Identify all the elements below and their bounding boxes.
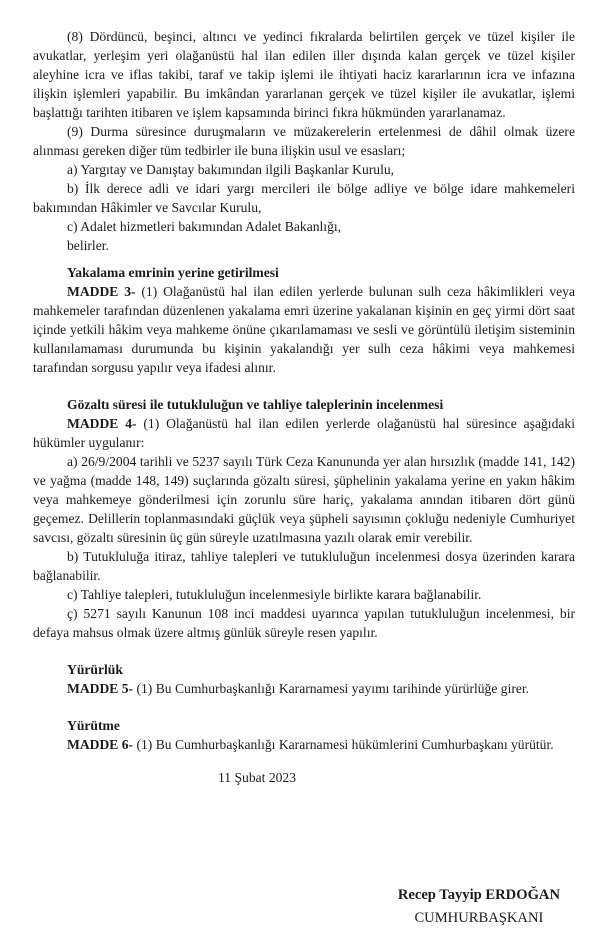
section-heading-madde-5: Yürürlük [67,662,123,677]
section-heading-madde-3: Yakalama emrinin yerine getirilmesi [67,265,279,280]
signature-block [398,884,560,930]
madde-3-text: (1) Olağanüstü hal ilan edilen yerlerde bulunan sulh ceza hâkimlikleri veya mahkemeler tarafından düzenlenen yakalama emri üzerine yakalanan kişinin en geç yirmi dört saat içinde yetkili hâkim veya mahkeme önüne çıkarılamaması ve sesli ve görüntülü iletişim sisteminin kullanılamaması durumunda bu kişinin yakalandığı yer sulh ceza hâkimi veya mahkemesi tarafından sorgusu yapılır veya ifadesi alınır. [33,284,576,375]
list-item-b-madde-4: b) Tutukluluğa itiraz, tahliye talepleri ve tutukluluğun incelenmesi dosya üzerinden karara bağlanabilir. [33,549,575,583]
madde-5-label: MADDE 5- [67,681,134,696]
list-item-a-clause-9: a) Yargıtay ve Danıştay bakımından ilgili Başkanlar Kurulu, [67,162,395,177]
paragraph-madde-4 [33,414,575,452]
list-item-cc-madde-4: ç) 5271 sayılı Kanunun 108 inci maddesi uyarınca yapılan tutukluluğun incelenmesi, bir defaya mahsus olmak üzere altmış günlük süreyle resen yapılır. [33,606,575,640]
list-item-b-clause-9: b) İlk derece adli ve idari yargı mercileri ile bölge adliye ve bölge idare mahkemeleri bakımından Hâkimler ve Savcılar Kurulu, [33,181,575,215]
paragraph-clause-8: (8) Dördüncü, beşinci, altıncı ve yedinci fıkralarda belirtilen gerçek ve tüzel kişiler ile avukatlar, yerleşim yeri olağanüstü hal ilan edilen iller dışında kalan gerçek ve tüzel kişiler aleyhine icra ve iflas takibi, taraf ve takip işlemi ile ihtiyati haciz kararlarının icra ve infazına ilişkin işlemleri yapabilir. Bu imkândan yararlanan gerçek ve tüzel kişiler ile avukatlar, işlemi başlattığı tarihten itibaren ve işlem kapsamında birinci fıkra hükmünden yararlanamaz. [33,29,575,120]
paragraph-madde-3 [33,282,575,377]
paragraph-belirler: belirler. [67,238,109,253]
decree-date: 11 Şubat 2023 [217,770,297,785]
madde-6-label: MADDE 6- [67,737,134,752]
paragraph-clause-9: (9) Durma süresince duruşmaların ve müzakerelerin ertelenmesi de dâhil olmak üzere alınması gereken diğer tüm tedbirler ile buna ilişkin usul ve esasları; [33,124,575,158]
madde-3-label: MADDE 3- [67,284,136,299]
paragraph-madde-6 [33,735,575,754]
list-item-c-clause-9: c) Adalet hizmetleri bakımından Adalet Bakanlığı, [67,219,342,234]
signature-title: CUMHURBAŞKANI [414,910,544,926]
section-heading-madde-6: Yürütme [67,718,120,733]
madde-5-text: (1) Bu Cumhurbaşkanlığı Kararnamesi yayımı tarihinde yürürlüğe girer. [133,681,530,696]
madde-6-text: (1) Bu Cumhurbaşkanlığı Kararnamesi hükümlerini Cumhurbaşkanı yürütür. [133,737,554,752]
paragraph-madde-5 [33,679,575,698]
list-item-c-madde-4: c) Tahliye talepleri, tutukluluğun incelenmesiyle birlikte karara bağlanabilir. [67,587,482,602]
signature-name: Recep Tayyip ERDOĞAN [397,887,560,903]
section-heading-madde-4: Gözaltı süresi ile tutukluluğun ve tahliye taleplerinin incelenmesi [67,397,444,412]
madde-4-label: MADDE 4- [67,416,137,431]
madde-4-text: (1) Olağanüstü hal ilan edilen yerlerde olağanüstü hal süresince aşağıdaki hükümler uygulanır: [33,416,575,450]
list-item-a-madde-4: a) 26/9/2004 tarihli ve 5237 sayılı Türk Ceza Kanununda yer alan hırsızlık (madde 141, 142) ve yağma (madde 148, 149) suçlarında gözaltı süresi, şüphelinin yakalama yerine en yakın hâkim veya mahkemeye gönderilmesi için zorunlu süre hariç, yakalama anından itibaren dört günü geçemez. Delillerin toplanmasındaki güçlük veya şüpheli sayısının çokluğu nedeniyle Cumhuriyet savcısı, gözaltı süresinin üç gün süreyle uzatılmasına yazılı olarak emir verebilir. [33,454,575,545]
